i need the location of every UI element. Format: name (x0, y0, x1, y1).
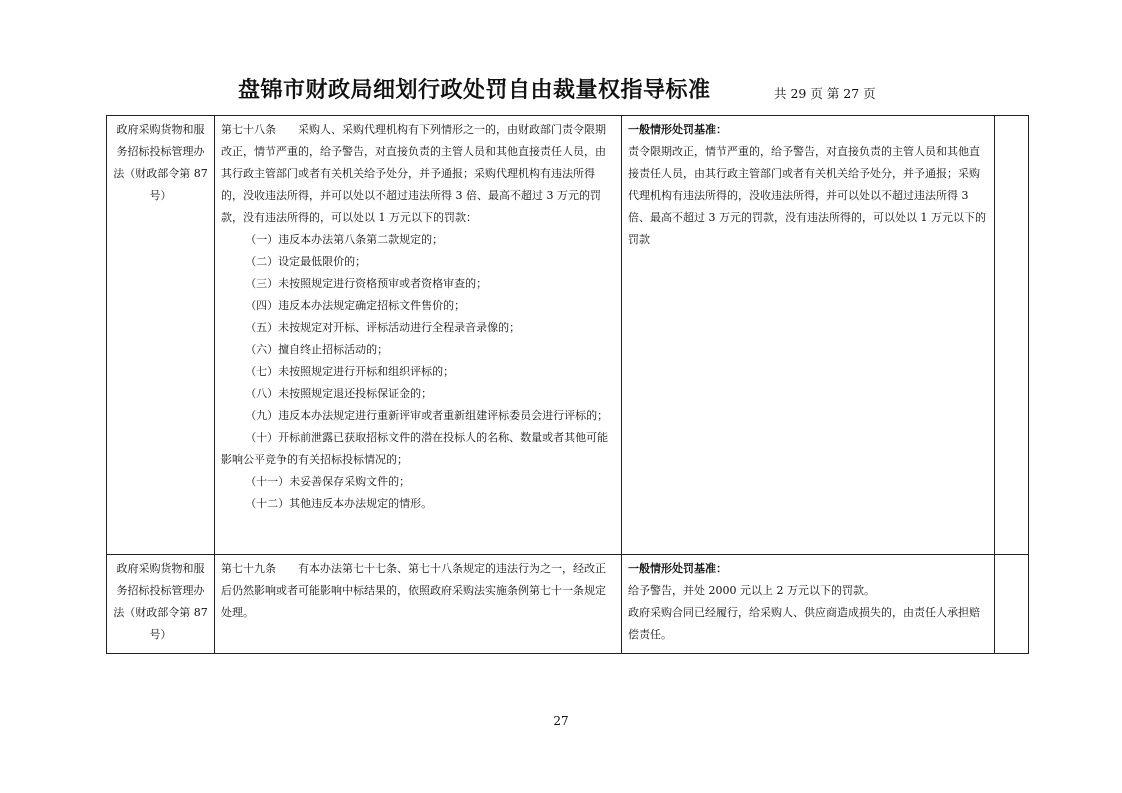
article-item: （九）违反本办法规定进行重新评审或者重新组建评标委员会进行评标的； (245, 409, 609, 422)
notes-cell (995, 116, 1029, 555)
article-item: （十）开标前泄露已获取招标文件的潜在投标人的名称、数量或者其他可能影响公平竞争的有关招标投标情况的； (221, 431, 609, 466)
penalty-standard-cell (622, 555, 995, 654)
article-item: （四）违反本办法规定确定招标文件售价的； (245, 299, 466, 312)
page-number: 27 (553, 714, 569, 728)
article-item: （七）未按照规定进行开标和组织评标的； (245, 365, 455, 378)
article-cell (215, 555, 622, 654)
page-count-info: 共 29 页 第 27 页 (774, 86, 876, 101)
article-item: （二）设定最低限价的； (245, 255, 367, 268)
standard-label: 一般情形处罚基准： (628, 123, 727, 136)
article-item: （八）未按照规定退还投标保证金的； (245, 387, 433, 400)
article-item: （十一）未妥善保存采购文件的； (245, 475, 411, 488)
standard-label: 一般情形处罚基准： (628, 562, 727, 575)
law-basis-cell: 政府采购货物和服务招标投标管理办法（财政部令第 87 号） (107, 555, 215, 654)
document-title: 盘锦市财政局细划行政处罚自由裁量权指导标准 (238, 78, 711, 103)
penalty-standards-table (106, 115, 1029, 654)
article-item: （十二）其他违反本办法规定的情形。 (245, 497, 433, 510)
article-item: （三）未按照规定进行资格预审或者资格审查的； (245, 277, 488, 290)
article-item: （六）擅自终止招标活动的； (245, 343, 389, 356)
article-text: 第七十九条 有本办法第七十七条、第七十八条规定的违法行为之一，经改正后仍然影响或者可能影响中标结果的，依照政府采购法实施条例第七十一条规定处理。 (221, 562, 606, 619)
table-row (107, 555, 1029, 654)
law-basis-cell: 政府采购货物和服务招标投标管理办法（财政部令第 87 号） (107, 116, 215, 555)
standard-text: 责令限期改正，情节严重的，给予警告，对直接负责的主管人员和其他直接责任人员，由其行政主管部门或者有关机关给予处分，并予通报；采购代理机构有违法所得的，没收违法所得，并可以处以不超过违法所得 3 倍、最高不超过 3 万元的罚款，没有违法所得的，可以处以 1 万元以下的罚款 (628, 145, 986, 246)
document-header (0, 76, 1122, 110)
article-item: （五）未按规定对开标、评标活动进行全程录音录像的； (245, 321, 521, 334)
article-text: 第七十八条 采购人、采购代理机构有下列情形之一的，由财政部门责令限期改正，情节严重的，给予警告，对直接负责的主管人员和其他直接责任人员，由其行政主管部门或者有关机关给予处分，并予通报；采购代理机构有违法所得的，没收违法所得，并可以处以不超过违法所得 3 倍、最高不超过 3 万元的罚款，没有违法所得的，可以处以 1 万元以下的罚款： (221, 123, 606, 224)
article-item: （一）违反本办法第八条第二款规定的； (245, 233, 444, 246)
penalty-standard-cell (622, 116, 995, 555)
notes-cell (995, 555, 1029, 654)
article-cell (215, 116, 622, 555)
table-row (107, 116, 1029, 555)
standard-text: 政府采购合同已经履行，给采购人、供应商造成损失的，由责任人承担赔偿责任。 (628, 606, 980, 641)
standard-text: 给予警告，并处 2000 元以上 2 万元以下的罚款。 (628, 584, 875, 597)
